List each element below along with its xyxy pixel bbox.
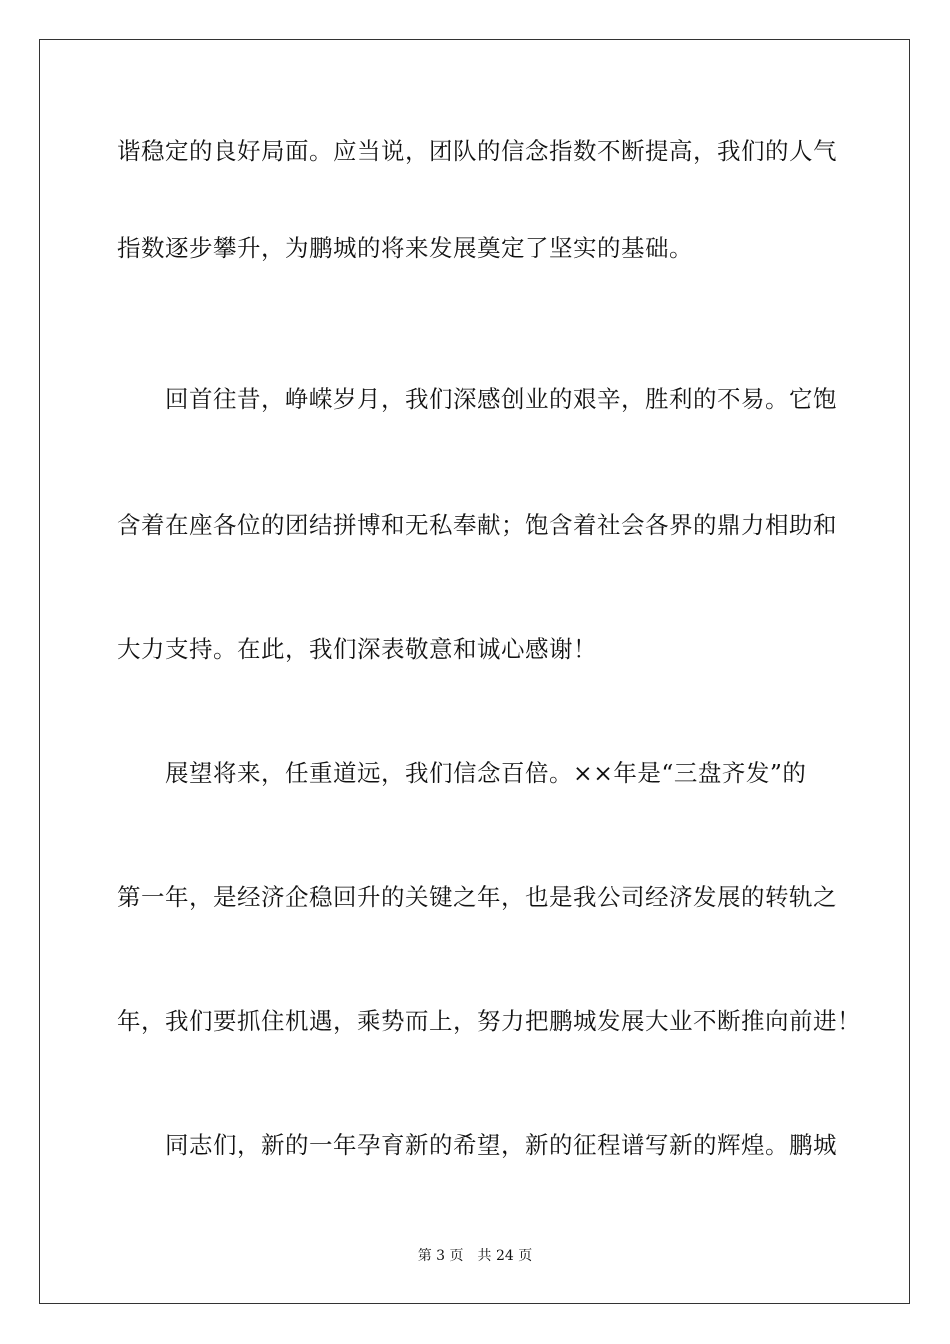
body-text-line: 谐稳定的良好局面。应当说，团队的信念指数不断提高，我们的人气: [117, 137, 837, 165]
body-text-line: 含着在座各位的团结拼博和无私奉献；饱含着社会各界的鼎力相助和: [117, 511, 837, 539]
body-text-line: 展望将来，任重道远，我们信念百倍。××年是“三盘齐发”的: [117, 759, 807, 787]
page-border: [39, 39, 910, 1304]
body-text-line: 指数逐步攀升，为鹏城的将来发展奠定了坚实的基础。: [117, 234, 693, 262]
page-number-footer: 第 3 页 共 24 页: [417, 1248, 533, 1264]
body-text-line: 回首往昔，峥嵘岁月，我们深感创业的艰辛，胜利的不易。它饱: [117, 385, 837, 413]
body-text-line: 第一年，是经济企稳回升的关键之年，也是我公司经济发展的转轨之: [117, 883, 837, 911]
body-text-line: 年，我们要抓住机遇，乘势而上，努力把鹏城发展大业不断推向前进！: [117, 1007, 861, 1035]
body-text-line: 大力支持。在此，我们深表敬意和诚心感谢！: [117, 635, 597, 663]
body-text-line: 同志们，新的一年孕育新的希望，新的征程谱写新的辉煌。鹏城: [117, 1131, 837, 1159]
